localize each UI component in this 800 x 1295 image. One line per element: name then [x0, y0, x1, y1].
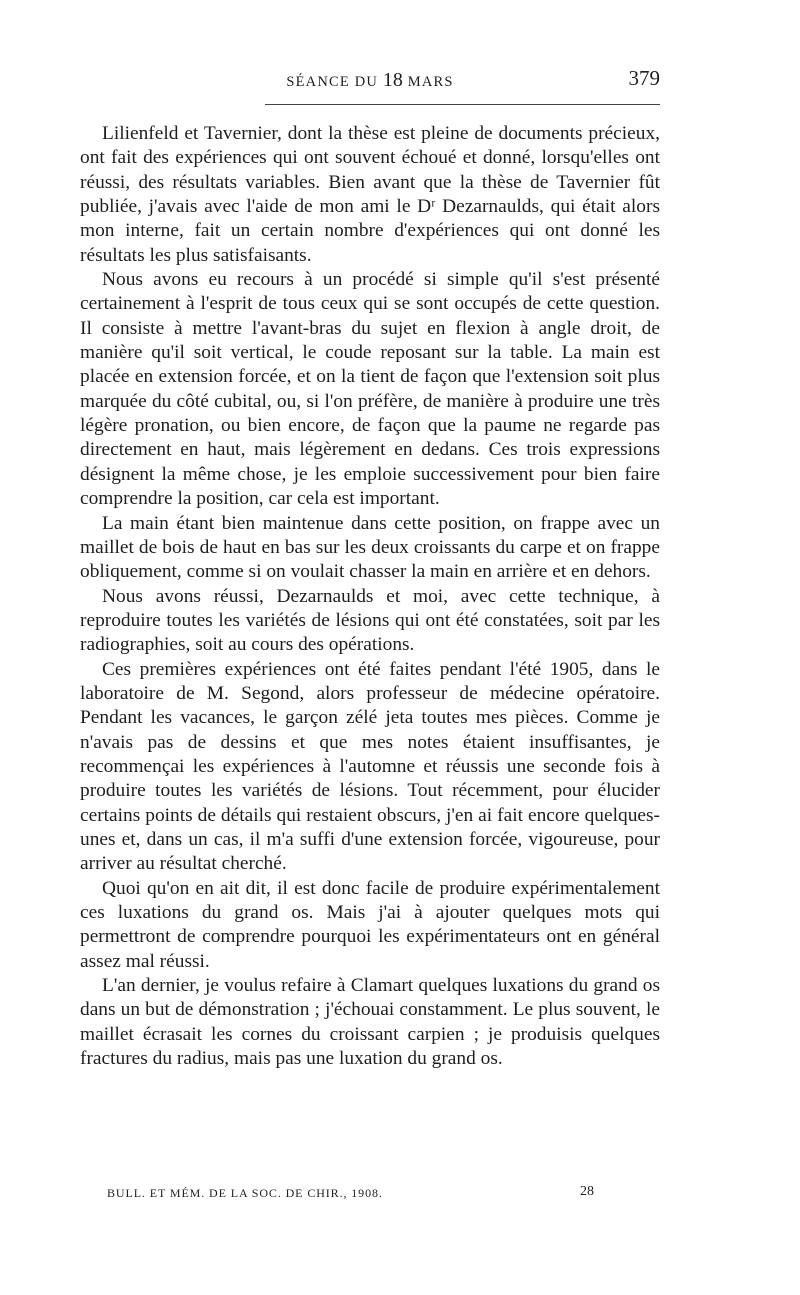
footer-signature-mark: 28 — [580, 1184, 594, 1199]
paragraph: Ces premières expériences ont été faites pendant l'été 1905, dans le laboratoire de M. Segond, alors professeur de médecine opératoire. Pendant les vacances, le garçon zélé jeta toutes mes pièces. Comme je n'avais pas de dessins et que mes notes étaient insuffisantes, je recommençai les expériences à l'automne et réussis une seconde fois à produire toutes les variétés de lésions. Tout récemment, pour élucider certains points de détails qui restaient obscurs, j'en ai fait encore quelques-unes et, dans un cas, il m'a suffi d'une extension forcée, vigoureuse, pour arriver au résultat cherché. — [80, 658, 660, 875]
header-rule — [265, 104, 660, 105]
paragraph: L'an dernier, je voulus refaire à Clamart quelques luxations du grand os dans un but de démonstration ; j'échouai constamment. Le plus souvent, le maillet écrasait les cornes du croissant carpien ; je produisis quelques fractures du radius, mais pas une luxation du grand os. — [80, 975, 660, 1070]
running-title-pre: SÉANCE DU — [286, 74, 383, 90]
page-number: 379 — [628, 66, 660, 90]
paragraph: Nous avons réussi, Dezarnaulds et moi, avec cette technique, à reproduire toutes les variétés de lésions qui ont été constatées, soit par les radiographies, soit au cours des opérations. — [80, 585, 660, 656]
paragraph: Quoi qu'on en ait dit, il est donc facile de produire expérimentalement ces luxations du grand os. Mais j'ai à ajouter quelques mots qui permettront de comprendre pourquoi les expérimentateurs ont en général assez mal réussi. — [80, 877, 660, 972]
paragraph: Lilienfeld et Tavernier, dont la thèse est pleine de documents précieux, ont fait des expériences qui ont souvent échoué et donné, lorsqu'elles ont réussi, des résultats variables. Bien avant que la thèse de Tavernier fût publiée, j'avais avec l'aide de mon ami le Dʳ Dezarnaulds, qui était alors mon interne, fait un certain nombre d'expériences qui ont donné les résultats les plus satisfaisants. — [80, 123, 660, 266]
running-title-post: MARS — [402, 74, 454, 90]
running-title-day: 18 — [382, 69, 403, 91]
body-text — [80, 122, 660, 1071]
running-head — [80, 66, 660, 90]
running-title — [80, 69, 660, 92]
paragraph: La main étant bien maintenue dans cette position, on frappe avec un maillet de bois de haut en bas sur les deux croissants du carpe et on frappe obliquement, comme si on voulait chasser la main en arrière et en dehors. — [80, 512, 660, 583]
paragraph: Nous avons eu recours à un procédé si simple qu'il s'est présenté certainement à l'esprit de tous ceux qui se sont occupés de cette question. Il consiste à mettre l'avant-bras du sujet en flexion à angle droit, de manière qu'il soit vertical, le coude reposant sur la table. La main est placée en extension forcée, et on la tient de façon que l'extension soit plus marquée du côté cubital, ou, si l'on préfère, de manière à produire une très légère pronation, ou bien encore, de façon que la paume ne regarde pas directement en haut, mais légèrement en dedans. Ces trois expressions désignent la même chose, je les emploie successivement pour bien faire comprendre la position, car cela est important. — [80, 269, 660, 510]
footer-source: BULL. ET MÉM. DE LA SOC. DE CHIR., 1908. — [107, 1186, 383, 1200]
page-footer — [80, 1184, 660, 1204]
